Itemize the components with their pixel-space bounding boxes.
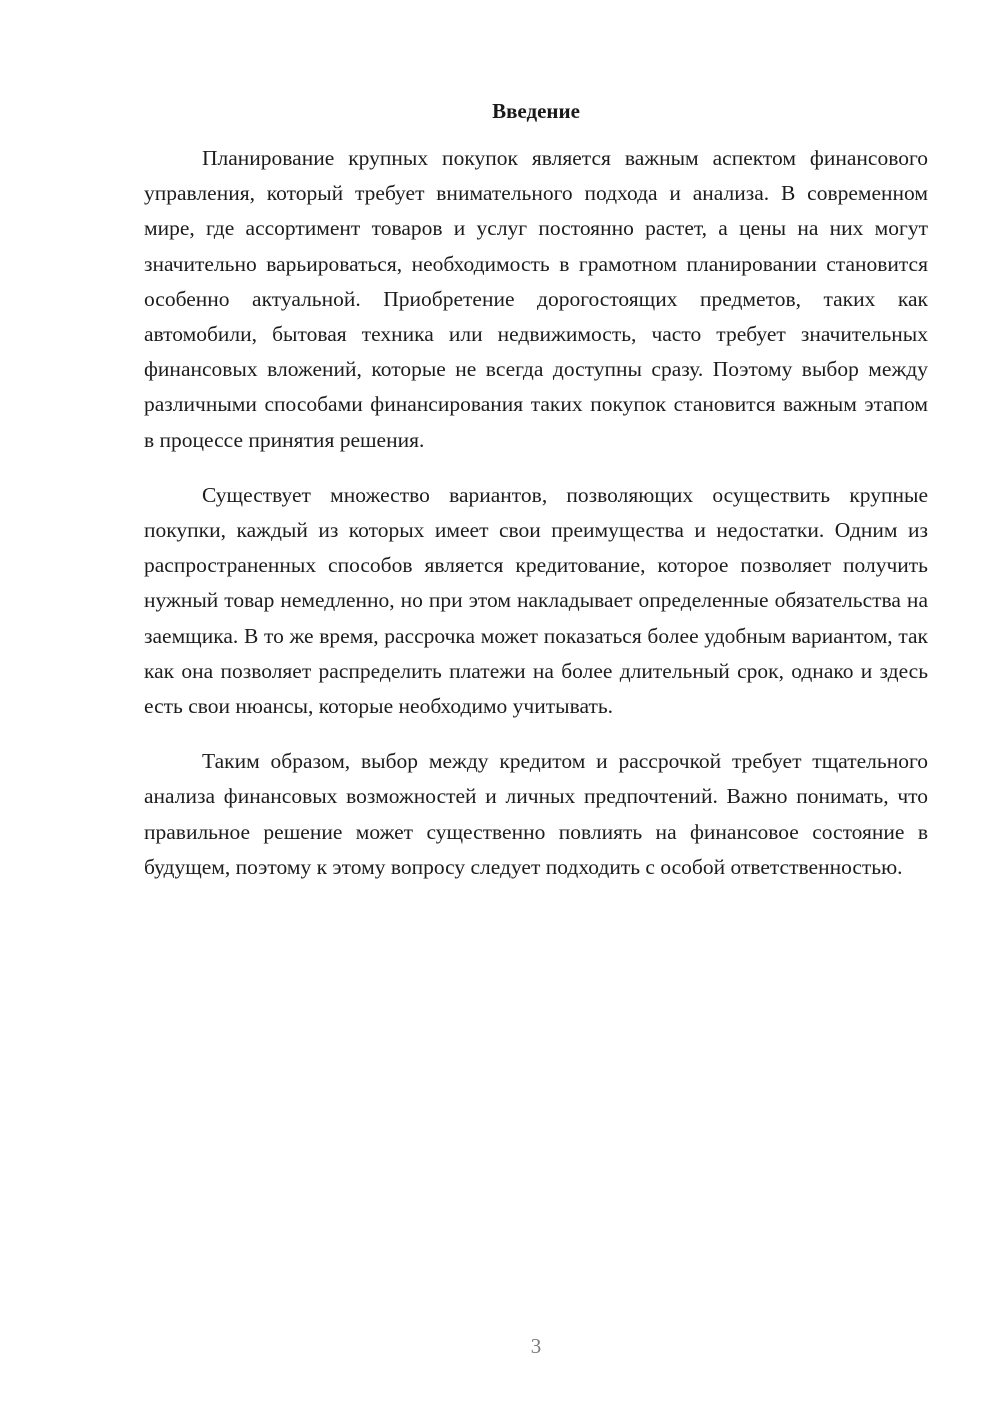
page-number: 3 <box>530 1334 542 1358</box>
paragraph-3: Таким образом, выбор между кредитом и рассрочкой требует тщательного анализа финансовых возможностей и личных предпочтений. Важно понимать, что правильное решение может существенно повлиять на финансовое состояние в будущем, поэтому к этому вопросу следует подходить с особой ответственностью. <box>144 749 928 879</box>
paragraph-2: Существует множество вариантов, позволяющих осуществить крупные покупки, каждый из которых имеет свои преимущества и недостатки. Одним из распространенных способов является кредитование, которое позволяет получить нужный товар немедленно, но при этом накладывает определенные обязательства на заемщика. В то же время, рассрочка может показаться более удобным вариантом, так как она позволяет распределить платежи на более длительный срок, однако и здесь есть свои нюансы, которые необходимо учитывать. <box>144 482 928 719</box>
paragraph-1: Планирование крупных покупок является важным аспектом финансового управления, который требует внимательного подхода и анализа. В современном мире, где ассортимент товаров и услуг постоянно растет, а цены на них могут значительно варьироваться, необходимость в грамотном планировании становится особенно актуальной. Приобретение дорогостоящих предметов, таких как автомобили, бытовая техника или недвижимость, часто требует значительных финансовых вложений, которые не всегда доступны сразу. Поэтому выбор между различными способами финансирования таких покупок становится важным этапом в процессе принятия решения. <box>144 146 928 452</box>
section-title: Введение <box>492 99 580 123</box>
body-text <box>144 141 928 885</box>
